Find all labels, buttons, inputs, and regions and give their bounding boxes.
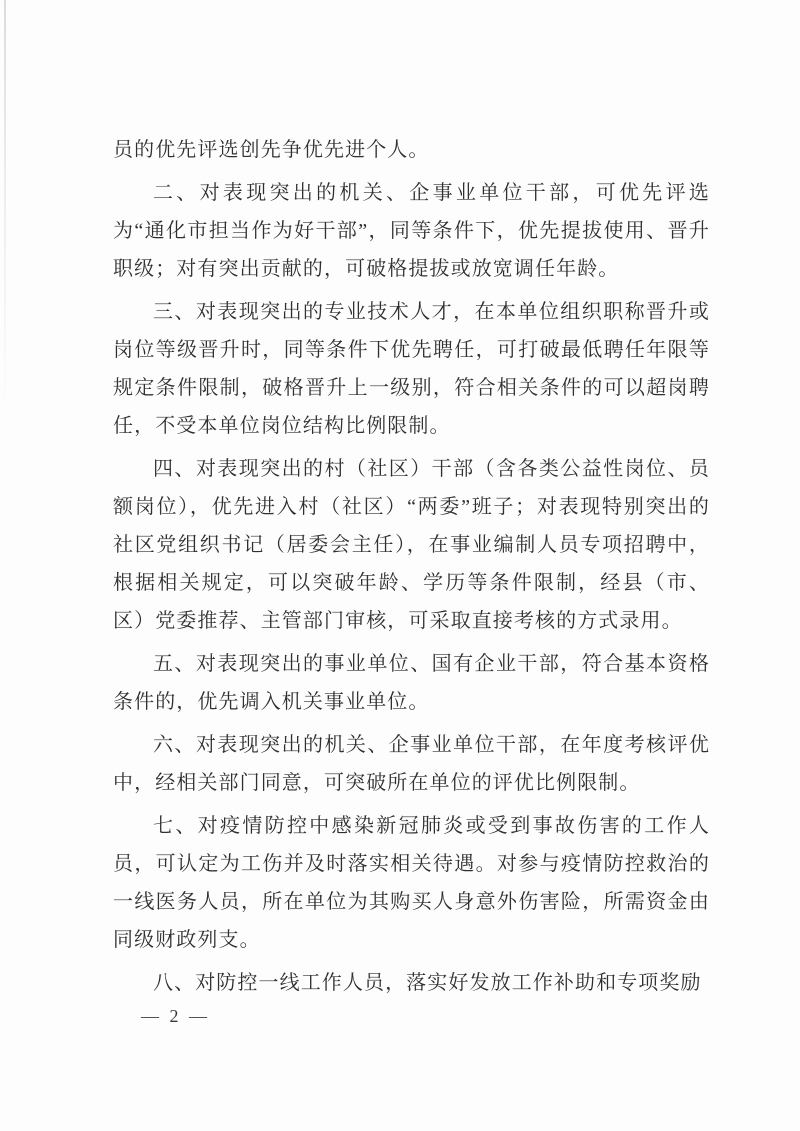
page-number: — 2 — xyxy=(141,1006,210,1026)
paragraph: 六、对表现突出的机关、企事业单位干部，在年度考核评优中，经相关部门同意，可突破所在单位的评优比例限制。 xyxy=(113,734,710,794)
paragraph: 四、对表现突出的村（社区）干部（含各类公益性岗位、员额岗位），优先进入村（社区）“两委”班子；对表现特别突出的社区党组织书记（居委会主任），在事业编制人员专项招聘中，根据相关规定，可以突破年龄、学历等条件限制，经县（市、区）党委推荐、主管部门审核，可采取直接考核的方式录用。 xyxy=(113,458,710,632)
paragraph: 员的优先评选创先争优先进个人。 xyxy=(113,139,430,161)
scan-edge-artifact xyxy=(4,0,6,420)
paragraph: 七、对疫情防控中感染新冠肺炎或受到事故伤害的工作人员，可认定为工伤并及时落实相关待遇。对参与疫情防控救治的一线医务人员，所在单位为其购买人身意外伤害险，所需资金由同级财政列支。 xyxy=(113,815,710,951)
paragraph: 八、对防控一线工作人员，落实好发放工作补助和专项奖励 xyxy=(153,972,702,994)
paragraph: 三、对表现突出的专业技术人才，在本单位组织职称晋升或岗位等级晋升时，同等条件下优先聘任，可打破最低聘任年限等规定条件限制，破格晋升上一级别，符合相关条件的可以超岗聘任，不受本单位岗位结构比例限制。 xyxy=(113,301,710,437)
document-body xyxy=(113,131,710,1007)
paragraph: 二、对表现突出的机关、企事业单位干部，可优先评选为“通化市担当作为好干部”，同等条件下，优先提拔使用、晋升职级；对有突出贡献的，可破格提拔或放宽调任年龄。 xyxy=(113,182,710,280)
paragraph: 五、对表现突出的事业单位、国有企业干部，符合基本资格条件的，优先调入机关事业单位。 xyxy=(113,653,710,713)
